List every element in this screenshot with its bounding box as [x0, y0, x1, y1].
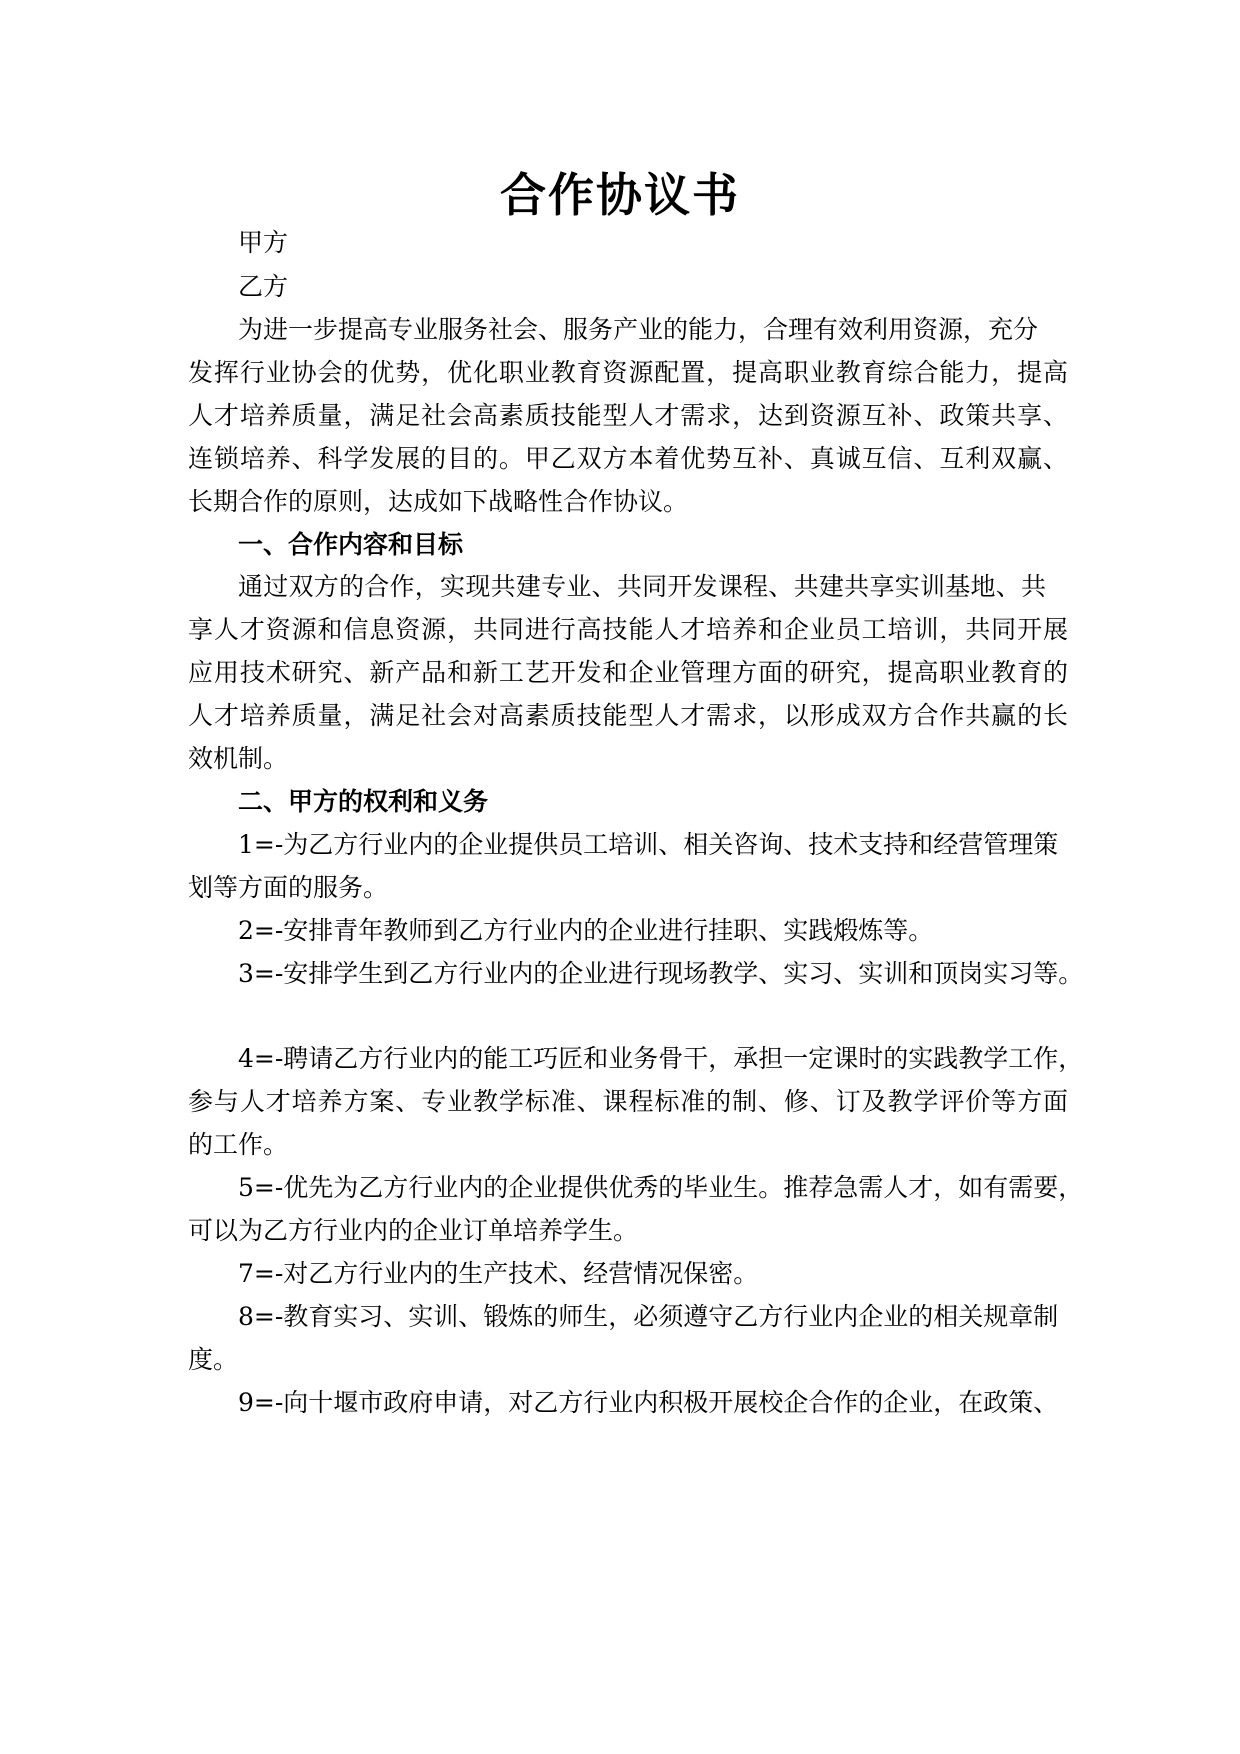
section2-item-4-cont: 参与人才培养方案、专业教学标准、课程标准的制、修、订及教学评价等方面 [188, 1087, 1068, 1116]
party-b-label: 乙方 [238, 272, 289, 301]
section2-item-8: 8=-教育实习、实训、锻炼的师生，必须遵守乙方行业内企业的相关规章制 [238, 1302, 1059, 1331]
section2-item-9: 9=-向十堰市政府申请，对乙方行业内积极开展校企合作的企业，在政策、 [238, 1388, 1059, 1417]
section2-item-4-cont: 的工作。 [188, 1130, 289, 1159]
section2-item-1-cont: 划等方面的服务。 [188, 873, 389, 902]
section2-item-8-cont: 度。 [188, 1345, 239, 1374]
section2-heading: 二、甲方的权利和义务 [238, 787, 489, 816]
section1-line: 效机制。 [188, 744, 289, 773]
section2-item-5: 5=-优先为乙方行业内的企业提供优秀的毕业生。推荐急需人才，如有需要， [238, 1173, 1084, 1202]
party-a-label: 甲方 [238, 228, 289, 257]
section2-item-1: 1=-为乙方行业内的企业提供员工培训、相关咨询、技术支持和经营管理策 [238, 830, 1059, 859]
document-title: 合作协议书 [500, 168, 740, 222]
section1-line: 人才培养质量，满足社会对高素质技能型人才需求，以形成双方合作共赢的长 [188, 701, 1068, 730]
section2-item-3: 3=-安排学生到乙方行业内的企业进行现场教学、实习、实训和顶岗实习等。 [238, 959, 1084, 988]
section2-item-5-cont: 可以为乙方行业内的企业订单培养学生。 [188, 1216, 639, 1245]
section1-line: 享人才资源和信息资源，共同进行高技能人才培养和企业员工培训，共同开展 [188, 615, 1068, 644]
intro-line: 为进一步提高专业服务社会、服务产业的能力，合理有效利用资源，充分 [238, 315, 1039, 344]
section2-item-4: 4=-聘请乙方行业内的能工巧匠和业务骨干，承担一定课时的实践教学工作， [238, 1044, 1084, 1073]
section2-item-7: 7=-对乙方行业内的生产技术、经营情况保密。 [238, 1259, 759, 1288]
intro-line: 连锁培养、科学发展的目的。甲乙双方本着优势互补、真诚互信、互利双赢、 [188, 444, 1068, 473]
intro-line: 发挥行业协会的优势，优化职业教育资源配置，提高职业教育综合能力，提高 [188, 358, 1068, 387]
section1-line: 应用技术研究、新产品和新工艺开发和企业管理方面的研究，提高职业教育的 [188, 658, 1068, 687]
section1-line: 通过双方的合作，实现共建专业、共同开发课程、共建共享实训基地、共 [238, 572, 1046, 601]
intro-line: 长期合作的原则，达成如下战略性合作协议。 [188, 487, 689, 516]
section2-item-2: 2=-安排青年教师到乙方行业内的企业进行挂职、实践煅炼等。 [238, 916, 934, 945]
intro-line: 人才培养质量，满足社会高素质技能型人才需求，达到资源互补、政策共享、 [188, 401, 1068, 430]
section1-heading: 一、合作内容和目标 [238, 530, 464, 559]
